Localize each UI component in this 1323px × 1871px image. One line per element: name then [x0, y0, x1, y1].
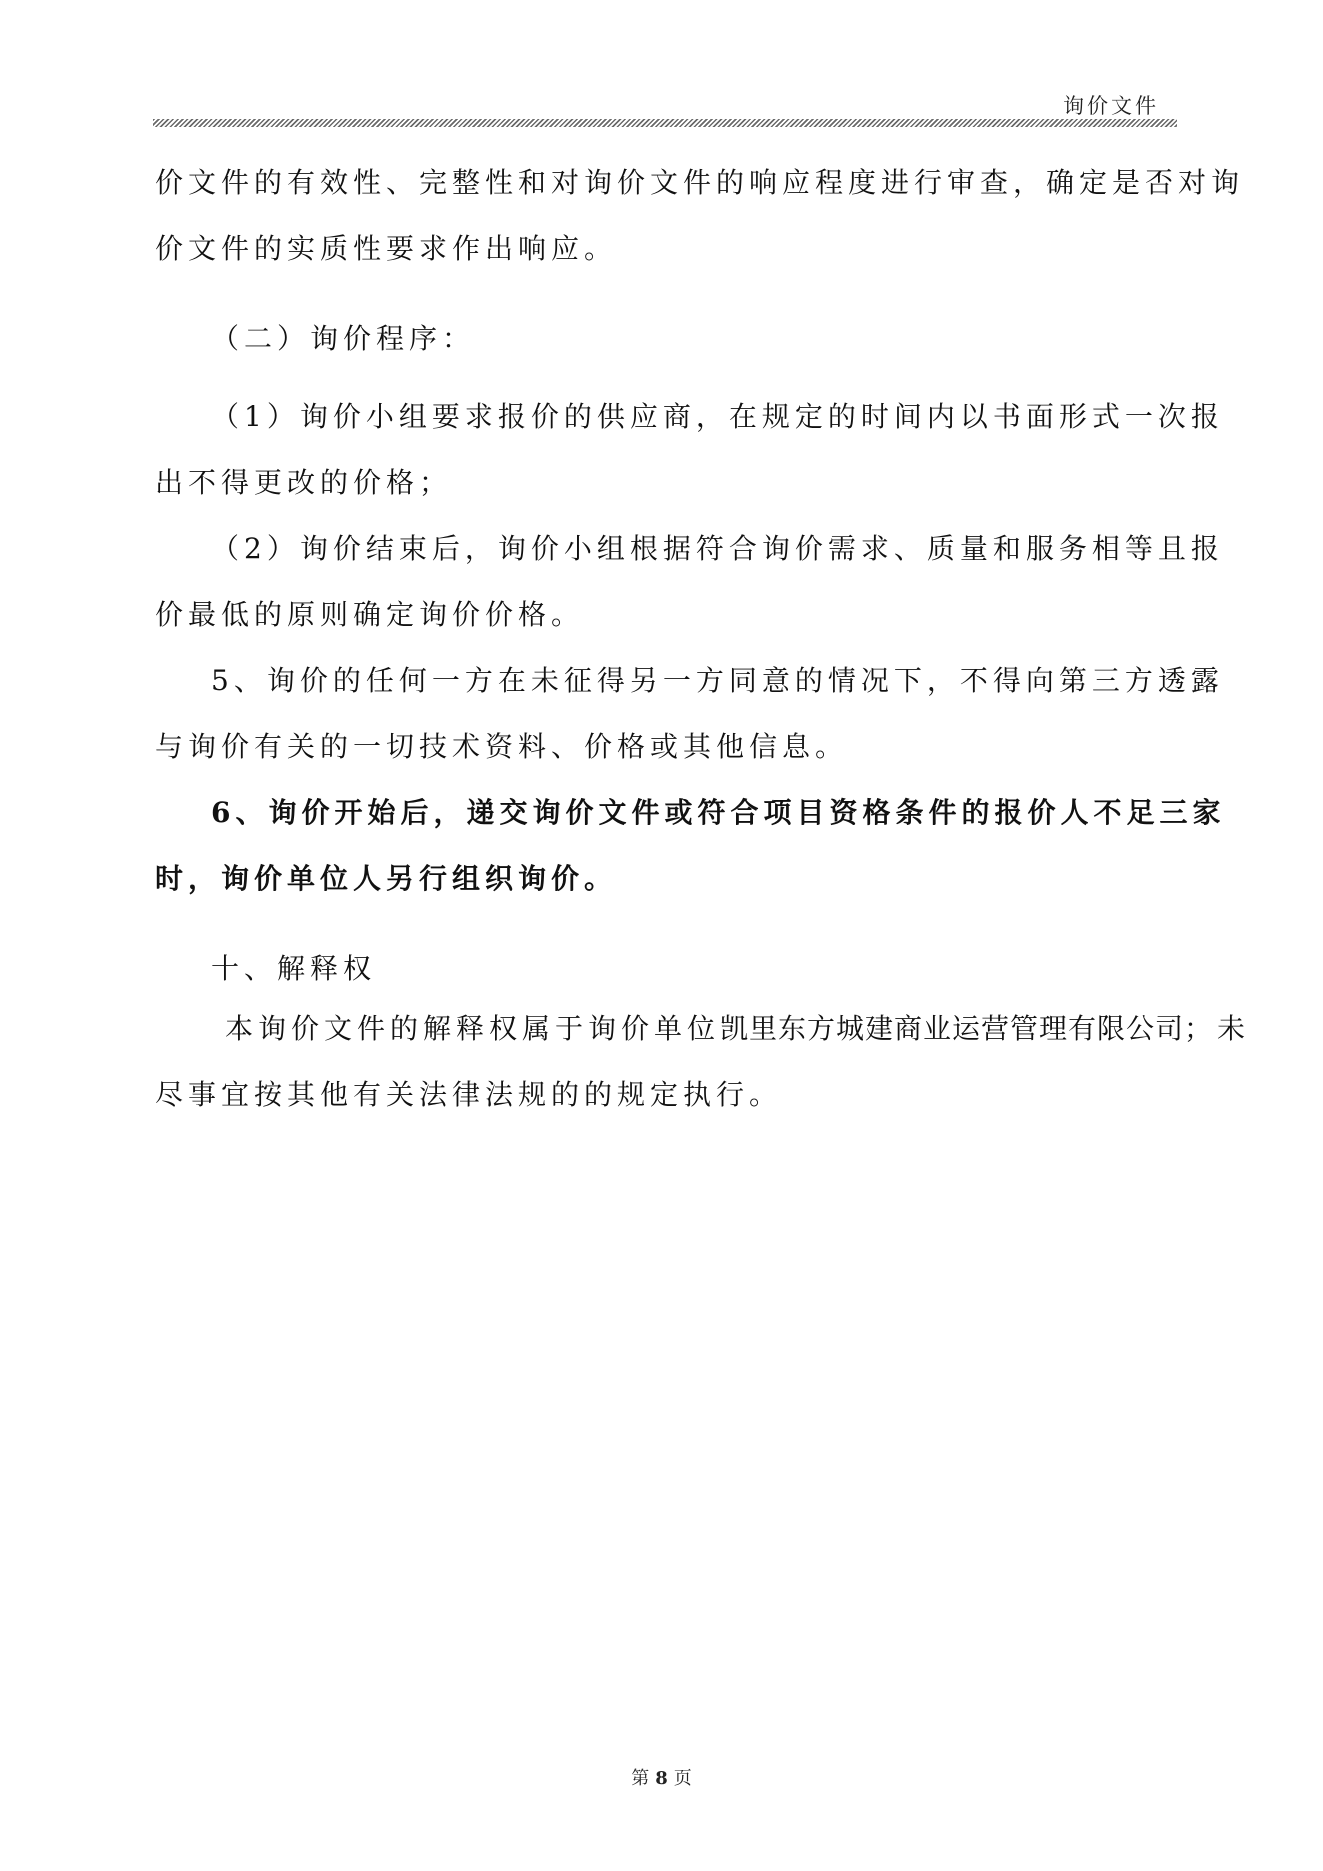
document-body — [155, 150, 1251, 1128]
page-label-suffix: 页 — [673, 1768, 692, 1789]
company-name: 凯里东方城建商业运营管理有限公司 — [720, 1012, 1185, 1045]
interpretation-text: 本询价文件的解释权属于询价单位 — [225, 1012, 721, 1045]
header-divider — [153, 119, 1177, 127]
list-item-line: 价最低的原则确定询价价格。 — [155, 598, 585, 631]
list-item-line: 出不得更改的价格； — [155, 466, 453, 499]
paragraph-line: 价文件的实质性要求作出响应。 — [155, 232, 618, 265]
page-label-prefix: 第 — [631, 1768, 650, 1789]
section-heading: 十、解释权 — [211, 952, 377, 985]
interpretation-line — [155, 996, 1251, 1062]
list-item-line: （1）询价小组要求报价的供应商，在规定的时间内以书面形式一次报 — [211, 400, 1224, 433]
clause-line: 与询价有关的一切技术资料、价格或其他信息。 — [155, 730, 849, 763]
list-item-line: （2）询价结束后，询价小组根据符合询价需求、质量和服务相等且报 — [211, 532, 1224, 565]
page-number: 8 — [655, 1768, 668, 1789]
subsection-heading: （二）询价程序： — [211, 322, 476, 355]
interpretation-text: ；未 — [1184, 1012, 1251, 1045]
clause-line: 5、询价的任何一方在未征得另一方同意的情况下，不得向第三方透露 — [211, 664, 1224, 697]
bold-clause-line: 6、询价开始后，递交询价文件或符合项目资格条件的报价人不足三家 — [211, 796, 1226, 829]
paragraph-line: 价文件的有效性、完整性和对询价文件的响应程度进行审查，确定是否对询 — [155, 166, 1245, 199]
page-footer — [0, 1764, 1323, 1790]
interpretation-line: 尽事宜按其他有关法律法规的的规定执行。 — [155, 1078, 783, 1111]
running-header-title: 询价文件 — [1063, 94, 1159, 118]
bold-clause-line: 时，询价单位人另行组织询价。 — [155, 862, 618, 895]
